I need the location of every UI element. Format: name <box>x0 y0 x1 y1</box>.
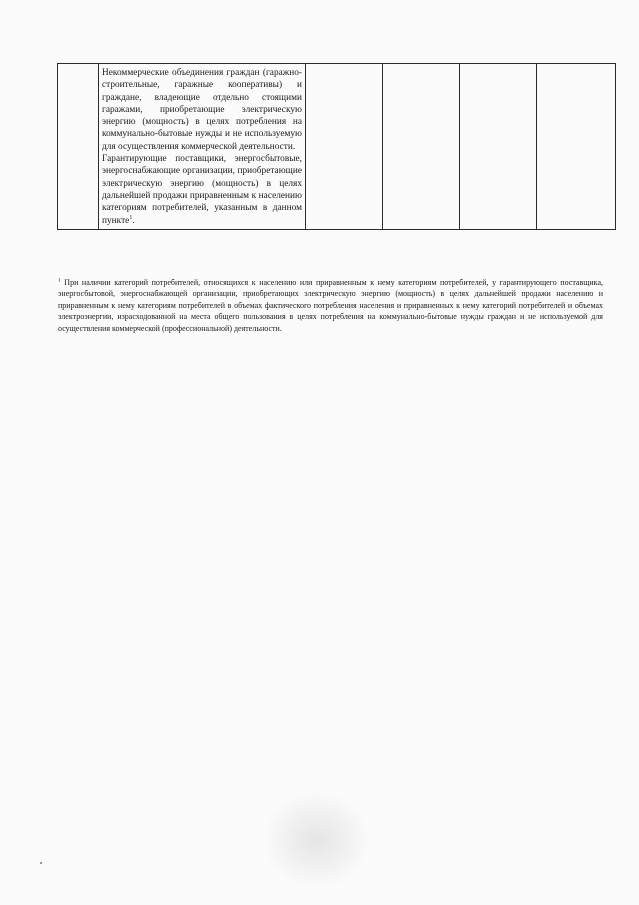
paragraph-end: . <box>132 215 135 226</box>
footnote-marker: 1 <box>129 214 133 221</box>
footnote-marker: 1 <box>58 277 61 284</box>
table-row <box>58 64 616 230</box>
table-cell <box>460 64 537 230</box>
table-cell <box>383 64 460 230</box>
scan-smudge <box>262 790 372 890</box>
footnote-text: При наличии категорий потребителей, относящихся к населению или приравненным к нему категориям потребителей, у гарантирующего поставщика, энергосбытовой, энергоснабжающей организации, приобретающих электрическую энергию (мощность) в целях дальнейшей продажи населению и приравненным к нему категориям потребителей в объемах фактического потребления населения и приравненных к нему категорий потребителей и объемах электроэнергии, израсходованной на места общего пользования в целях потребления на коммунально-бытовые нужды граждан и не используемой для осуществления коммерческой (профессиональной) деятельности. <box>58 278 603 333</box>
consumer-category-paragraph <box>102 153 302 229</box>
table-cell-consumer-category <box>99 64 306 230</box>
paragraph-text: Гарантирующие поставщики, энергосбытовые, энергоснабжающие организации, приобретающие электрическую энергию (мощность) в целях дальнейшей продажи приравненным к населению категориям потребителей, указанным в данном пункте <box>102 154 302 226</box>
footnote <box>58 277 603 334</box>
scan-speck <box>40 862 42 864</box>
table-cell <box>537 64 616 230</box>
consumer-category-paragraph: Некоммерческие объединения граждан (гаражно-строительные, гаражные кооперативы) и граждане, владеющие отдельно стоящими гаражами, приобретающие электрическую энергию (мощность) в целях потребления на коммунально-бытовые нужды и не используемую для осуществления коммерческой деятельности. <box>102 68 302 152</box>
tariff-table <box>57 63 616 230</box>
table-cell-number <box>58 64 99 230</box>
table-cell <box>306 64 383 230</box>
